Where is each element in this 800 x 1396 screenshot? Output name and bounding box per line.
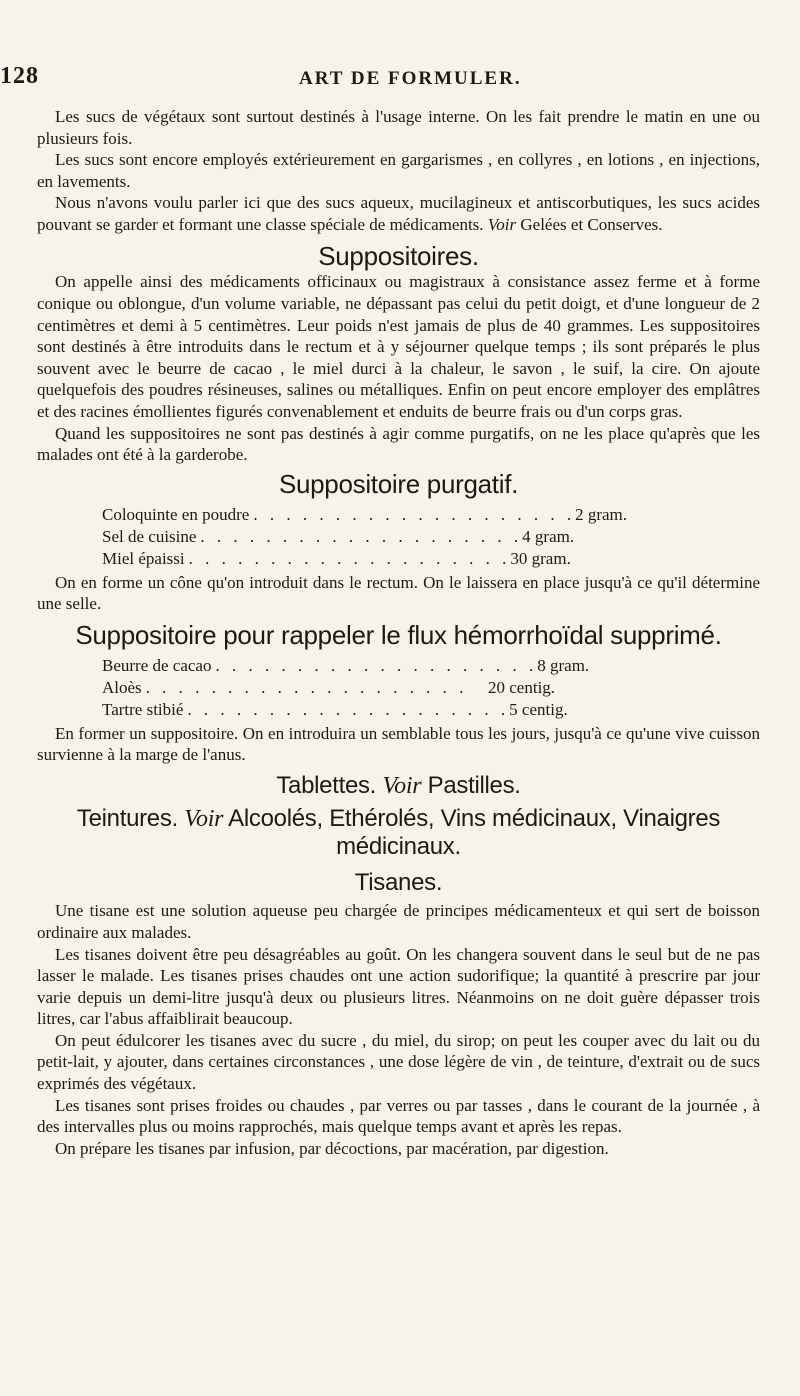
heading-tisanes: Tisanes. xyxy=(354,868,443,896)
ingredient-name: Aloès xyxy=(102,677,142,697)
page-body xyxy=(37,106,760,1159)
heading-suppositoire-hemorroidal: Suppositoire pour rappeler le flux hémorrhoïdal supprimé. xyxy=(75,619,722,650)
ingredient-name: Beurre de cacao xyxy=(102,655,212,675)
ingredient-quantity: 20 centig. xyxy=(488,677,556,697)
ingredient-quantity: 8 gram. xyxy=(537,655,590,675)
heading-teintures xyxy=(37,805,760,861)
heading-suppositoires: Suppositoires. xyxy=(318,240,479,271)
leader-dots: . . . . . . . . . . . . . . . . . . . . xyxy=(200,526,523,546)
page-number: 128 xyxy=(0,63,39,89)
heading-text: Alcoolés, Ethérolés, Vins médicinaux, Vinaigres médicinaux. xyxy=(223,804,721,861)
recipe-line xyxy=(102,677,570,699)
ingredient-name: Miel épaissi xyxy=(102,548,185,568)
recipe-line xyxy=(102,699,570,721)
paragraph-tisanes-gout: Les tisanes doivent être peu désagréables au goût. On les changera souvent dans le seul but de ne pas lasser le malade. Les tisanes prises chaudes ont une action sudorifique; la quantité à prescrire par jour varie depuis un demi-litre jusqu'à deux ou plusieurs litres. Néanmoins on ne doit guère dépasser trois litres, car l'abus affaiblirait beaucoup. xyxy=(37,944,760,1029)
paragraph-tisanes-edulcorer: On peut édulcorer les tisanes avec du sucre , du miel, du sirop; on peut les couper avec du lait ou du petit-lait, y ajouter, dans certaines circonstances , une dose légère de vin , de teinture, d'extrait ou de sucs exprimés des végétaux. xyxy=(37,1030,760,1094)
voir-italic: Voir xyxy=(487,214,517,234)
paragraph-sucs-aqueux xyxy=(37,192,760,235)
recipe-hemorroidal xyxy=(102,655,590,721)
leader-dots: . . . . . . . . . . . . . . . . . . . . xyxy=(187,699,510,719)
paragraph-hemorroidal-usage: En former un suppositoire. On en introduira un semblable tous les jours, jusqu'à ce qu'une vive cuisson survienne à la marge de l'anus. xyxy=(37,723,760,765)
ingredient-quantity: 2 gram. xyxy=(575,504,627,524)
recipe-purgatif xyxy=(102,504,627,570)
paragraph-suppositoires-usage: Quand les suppositoires ne sont pas destinés à agir comme purgatifs, on ne les place qu'après que les malades ont été à la garderobe. xyxy=(37,423,760,465)
leader-dots: . . . . . . . . . . . . . . . . . . . . xyxy=(253,504,576,524)
recipe-line xyxy=(102,655,590,677)
paragraph-tisanes-prises: Les tisanes sont prises froides ou chaudes , par verres ou par tasses , dans le courant de la journée , à des intervalles plus ou moins rapprochés, mais quelque temps avant et après les repas. xyxy=(37,1095,760,1137)
heading-tablettes xyxy=(37,772,760,801)
running-head: ART DE FORMULER. xyxy=(299,68,522,89)
paragraph-suppositoires-definition: On appelle ainsi des médicaments officinaux ou magistraux à consistance assez ferme et à forme conique ou oblongue, d'un volume variable, ne dépassant pas celui du petit doigt, et d'une longueur de 2 centimètres et demi à 5 centimètres. Leur poids n'est jamais de plus de 40 grammes. Les suppositoires sont destinés à être introduits dans le rectum et à y séjourner quelque temps ; ils sont préparés le plus souvent avec le beurre de cacao , le miel durci à la chaleur, le savon , le suif, la cire. On ajoute quelquefois des poudres résineuses, salines ou métalliques. Enfin on peut encore employer des emplâtres et des racines émollientes figurés convenablement et enduits de beurre frais ou d'un corps gras. xyxy=(37,272,760,422)
ingredient-quantity: 30 gram. xyxy=(510,548,571,568)
text-run: Gelées et Conserves. xyxy=(516,214,663,234)
leader-dots: . . . . . . . . . . . . . . . . . . . . xyxy=(188,548,511,568)
heading-suppositoire-purgatif: Suppositoire purgatif. xyxy=(278,468,519,499)
voir-italic: Voir xyxy=(382,772,422,799)
recipe-line xyxy=(102,548,570,570)
leader-dots: . . . . . . . . . . . . . . . . . . . . xyxy=(215,655,538,675)
heading-text: Tablettes. xyxy=(276,771,383,799)
text-run: Nous n'avons voulu parler ici que des sucs aqueux, mucilagineux et antiscorbutiques, les sucs acides pouvant se garder et formant une classe spéciale de médicaments. xyxy=(37,193,760,234)
recipe-line xyxy=(102,526,575,548)
paragraph-sucs-usage: Les sucs de végétaux sont surtout destinés à l'usage interne. On les fait prendre le matin en une ou plusieurs fois. xyxy=(37,107,760,148)
voir-italic: Voir xyxy=(184,805,224,832)
heading-text: Pastilles. xyxy=(421,771,521,799)
leader-dots: . . . . . . . . . . . . . . . . . . . . xyxy=(145,677,468,697)
paragraph-purgatif-usage: On en forme un cône qu'on introduit dans le rectum. On le laissera en place jusqu'à ce qu'il détermine une selle. xyxy=(37,572,760,614)
ingredient-name: Tartre stibié xyxy=(102,699,184,719)
paragraph-tisanes-preparation: On prépare les tisanes par infusion, par décoctions, par macération, par digestion. xyxy=(55,1138,609,1158)
heading-text: Teintures. xyxy=(76,804,185,832)
ingredient-name: Sel de cuisine xyxy=(102,526,197,546)
ingredient-name: Coloquinte en poudre xyxy=(102,504,250,524)
paragraph-tisanes-definition: Une tisane est une solution aqueuse peu chargée de principes médicamenteux et qui sert de boisson ordinaire aux malades. xyxy=(37,901,760,942)
ingredient-quantity: 4 gram. xyxy=(522,526,575,546)
recipe-line xyxy=(102,504,627,526)
paragraph-sucs-externes: Les sucs sont encore employés extérieurement en gargarismes , en collyres , en lotions , en injections, en lavements. xyxy=(37,150,760,191)
ingredient-quantity: 5 centig. xyxy=(509,699,568,719)
